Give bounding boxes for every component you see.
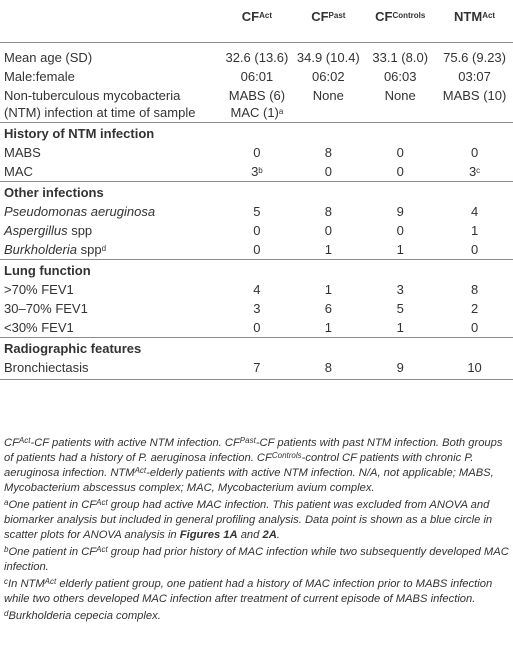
table-footnotes [4, 436, 509, 626]
footnote-legend: $CF^{Act}-CF$ patients with active NTM infection. $CF^{Past}-CF$ patients with past NTM infection. Both groups of patients had a history of P. aeruginosa infection. $CF^{Controls}$-control CF patients with chronic P. aeruginosa infection. $NTM^{Act}$-elderly patients with active NTM infection. N/A, not applicable; MABS, Mycobacterium abscessus complex; MAC, Mycobacterium avium complex. [4, 436, 503, 494]
ntm-label-line1: Non-tuberculous mycobacteria [4, 88, 181, 103]
row-burkholderia: Burkholderia spp$^d$ 0 1 1 0 [4, 242, 479, 257]
header-cfpast: $CF^{Past}$ [292, 8, 364, 43]
row-fev1-gt70: >70% FEV1 4 1 3 8 [4, 282, 479, 297]
section-history: History of NTM infection [0, 123, 513, 144]
row-mean-age: Mean age (SD) 32.6 (13.6) 34.9 (10.4) 33.1 (8.0) 75.6 (9.23) [4, 50, 506, 65]
row-pseudomonas: Pseudomonas aeruginosa 5 8 9 4 [4, 204, 479, 219]
row-aspergillus: Aspergillus spp 0 0 0 1 [4, 223, 479, 238]
footnote-a: $^a$One patient in $CF^{Act}$ group had active MAC infection. This patient was excluded from ANOVA and biomarker analysis but included in general profiling analysis. Data point is shown as a blue circle in scatter plots for ANOVA analysis in Figures 1A and 2A. [4, 498, 493, 541]
row-history-mac: MAC 3$^b$ 0 0 3$^c$ [4, 164, 481, 179]
figure-link-2a[interactable]: 2A [262, 529, 277, 541]
row-male-female: Male:female 06:01 06:02 06:03 03:07 [4, 69, 491, 84]
ntm-label-line2: (NTM) infection at time of sample [4, 105, 196, 120]
row-history-mabs: MABS 0 8 0 0 [4, 145, 479, 160]
footnote-b: $^b$One patient in $CF^{Act}$ group had prior history of MAC infection while two subsequently developed MAC infection. [4, 545, 509, 573]
row-bronchiectasis: Bronchiectasis 7 8 9 10 [0, 358, 513, 380]
row-fev1-lt30: <30% FEV1 0 1 1 0 [4, 320, 479, 335]
footnote-d: $^d$Burkholderia cepecia complex. [4, 609, 161, 622]
header-ntmact: $NTM^{Act}$ [436, 8, 513, 43]
figure-link-1a[interactable]: Figures 1A [179, 529, 238, 541]
footnote-c: $^c$In $NTM^{Act}$ elderly patient group, one patient had a history of MAC infection prior to MABS infection while two others developed MAC infection after treatment of current episode of MABS infection. [4, 577, 493, 605]
header-cfcontrols: $CF^{Controls}$ [364, 8, 436, 43]
patient-characteristics-table [0, 8, 513, 380]
header-cfact: $CF^{Act}$ [221, 8, 292, 43]
header-row [0, 8, 513, 43]
row-fev1-30-70: 30–70% FEV1 3 6 5 2 [4, 301, 479, 316]
row-ntm-infection: Non-tuberculous mycobacteria (NTM) infection at time of sample MABS (6) MAC $(1)^a$ None None MABS (10) [4, 88, 507, 120]
section-radiographic: Radiographic features [0, 338, 513, 359]
header-blank [0, 8, 221, 43]
section-other-infections: Other infections [0, 182, 513, 203]
section-lung-function: Lung function [0, 260, 513, 281]
